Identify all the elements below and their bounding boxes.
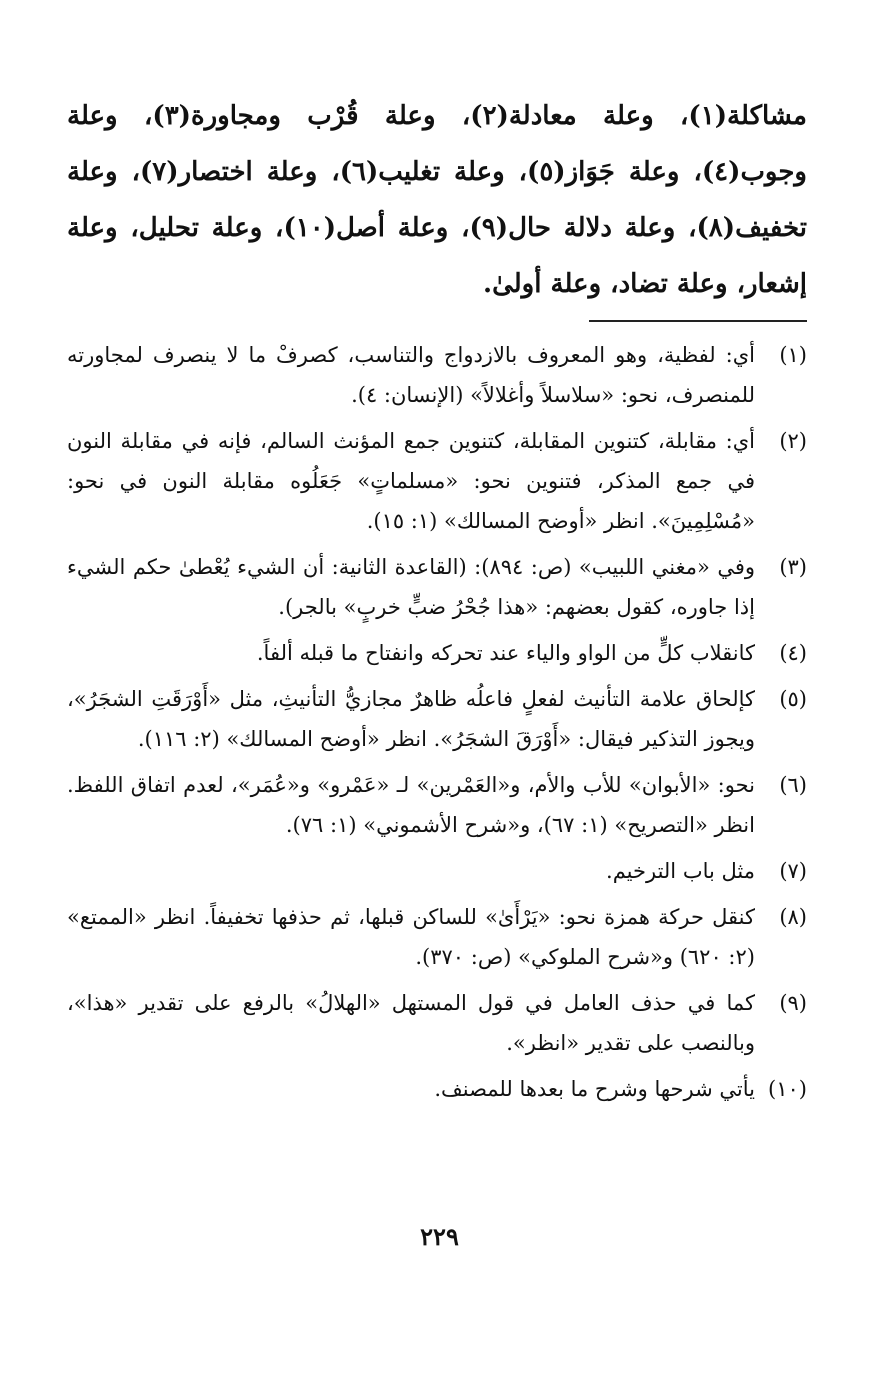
footnote-7 — [67, 851, 807, 891]
footnote-6 — [67, 765, 807, 845]
footnote-text: أي: مقابلة، كتنوين المقابلة، كتنوين جمع المؤنث السالم، فإنه في مقابلة النون في جمع المذكر، فتنوين نحو: «مسلماتٍ» جَعَلُوه مقابلة النون في نحو: «مُسْلِمِينَ». انظر «أوضح المسالك» (١: ١٥). — [67, 429, 755, 533]
footnote-text: يأتي شرحها وشرح ما بعدها للمصنف. — [434, 1077, 755, 1101]
footnote-number: (١) — [779, 343, 807, 367]
footnote-4 — [67, 633, 807, 673]
footnote-number: (٩) — [779, 991, 807, 1015]
footnote-number: (٨) — [779, 905, 807, 929]
footnote-5 — [67, 679, 807, 759]
footnote-8 — [67, 897, 807, 977]
footnote-text: نحو: «الأبوان» للأب والأم، و«العَمْرين» لـ «عَمْرو» و«عُمَر»، لعدم اتفاق اللفظ. انظر «التصريح» (١: ٦٧)، و«شرح الأشموني» (١: ٧٦). — [67, 773, 755, 837]
footnote-number: (٦) — [779, 773, 807, 797]
footnote-separator — [589, 320, 807, 322]
footnote-text: أي: لفظية، وهو المعروف بالازدواج والتناسب، كصرفْ ما لا ينصرف لمجاورته للمنصرف، نحو: «سلاسلاً وأغلالاً» (الإنسان: ٤). — [67, 343, 755, 407]
footnote-2 — [67, 421, 807, 541]
main-paragraph: مشاكلة(١)، وعلة معادلة(٢)، وعلة قُرْب ومجاورة(٣)، وعلة وجوب(٤)، وعلة جَوَاز(٥)، وعلة تغليب(٦)، وعلة اختصار(٧)، وعلة تخفيف(٨)، وعلة دلالة حال(٩)، وعلة أصل(١٠)، وعلة تحليل، وعلة إشعار، وعلة تضاد، وعلة أولىٰ. — [67, 101, 807, 299]
footnote-number: (٣) — [779, 555, 807, 579]
footnote-number: (١٠) — [768, 1077, 807, 1101]
footnote-number: (٤) — [779, 641, 807, 665]
footnote-text: كإلحاق علامة التأنيث لفعلٍ فاعلُه ظاهرٌ مجازيُّ التأنيثِ، مثل «أَوْرَقَتِ الشجَرُ»، ويجوز التذكير فيقال: «أَوْرَقَ الشجَرُ». انظر «أوضح المسالك» (٢: ١١٦). — [67, 687, 755, 751]
footnote-number: (٥) — [779, 687, 807, 711]
footnote-text: كانقلاب كلٍّ من الواو والياء عند تحركه وانفتاح ما قبله ألفاً. — [256, 641, 755, 665]
footnote-number: (٢) — [779, 429, 807, 453]
page-number: ٢٢٩ — [420, 1222, 459, 1251]
footnote-number: (٧) — [779, 859, 807, 883]
footnotes-list — [67, 335, 807, 1115]
footnote-text: مثل باب الترخيم. — [606, 859, 755, 883]
footnote-text: كما في حذف العامل في قول المستهل «الهلالُ» بالرفع على تقدير «هذا»، وبالنصب على تقدير «انظر». — [67, 991, 755, 1055]
footnote-9 — [67, 983, 807, 1063]
footnote-text: وفي «مغني اللبيب» (ص: ٨٩٤): (القاعدة الثانية: أن الشيء يُعْطىٰ حكم الشيء إذا جاوره، كقول بعضهم: «هذا جُحْرُ ضبٍّ خربٍ» بالجر). — [67, 555, 755, 619]
footnote-text: كنقل حركة همزة نحو: «يَرْأَىٰ» للساكن قبلها، ثم حذفها تخفيفاً. انظر «الممتع» (٢: ٦٢٠) و«شرح الملوكي» (ص: ٣٧٠). — [67, 905, 755, 969]
footnote-3 — [67, 547, 807, 627]
footnote-10 — [67, 1069, 807, 1109]
footnote-1 — [67, 335, 807, 415]
